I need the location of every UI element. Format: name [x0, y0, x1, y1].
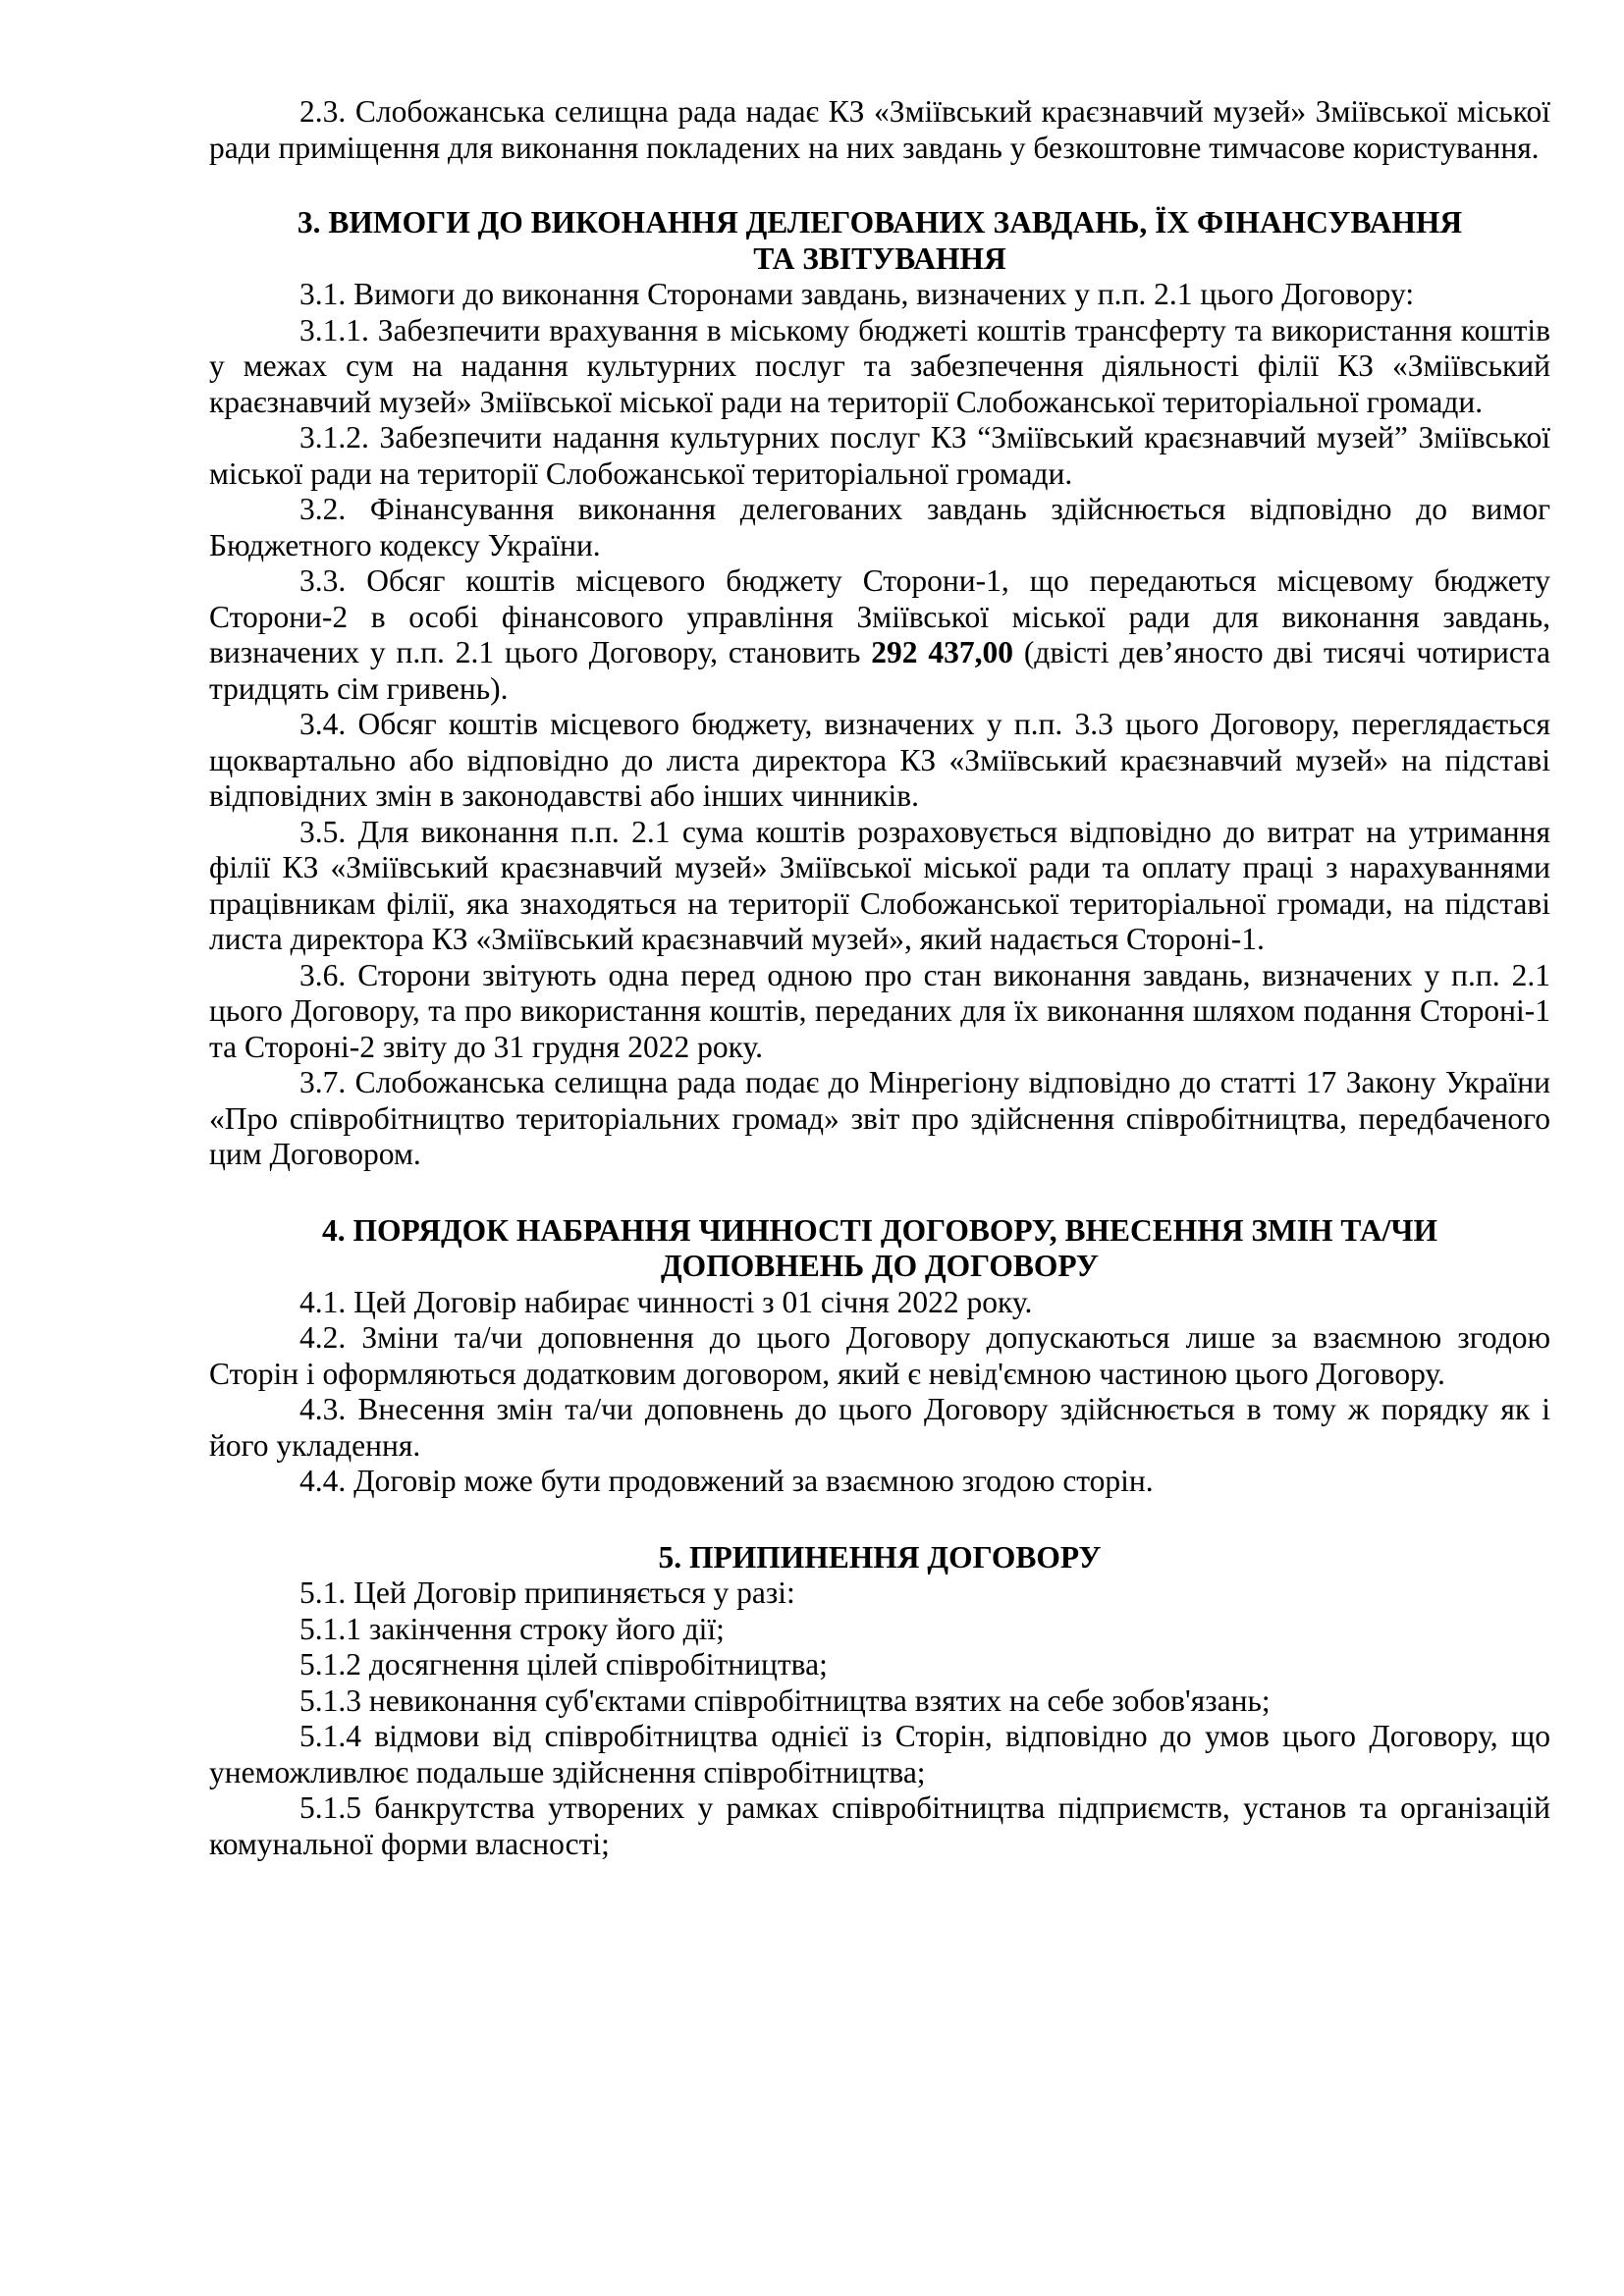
document-body: [209, 94, 1550, 1862]
section-spacer: [209, 166, 1550, 205]
paragraph-5-1-2: 5.1.2 досягнення цілей співробітництва;: [299, 1647, 828, 1682]
paragraph-4-3: 4.3. Внесення змін та/чи доповнень до цього Договору здійснюється в тому ж порядку як і його укладення.: [209, 1392, 1550, 1463]
paragraph-3-3-text-before: 3.3. Обсяг коштів місцевого бюджету Сторони-1, що передаються місцевому бюджету Сторони-2 в особі фінансового управління Зміївської міської ради для виконання завдань, визначених у п.п. 2.1 цього Договору, становить: [209, 563, 1550, 669]
paragraph-3-1-2: 3.1.2. Забезпечити надання культурних послуг КЗ “Зміївський краєзнавчий музей” Зміївської міської ради на території Слобожанської територіальної громади.: [209, 420, 1550, 491]
paragraph-3-3: [209, 563, 1550, 707]
section-spacer: [209, 1500, 1550, 1540]
section-4-heading-line-2: ДОПОВНЕНЬ ДО ДОГОВОРУ: [661, 1249, 1099, 1283]
paragraph-4-2: 4.2. Зміни та/чи доповнення до цього Договору допускаються лише за взаємною згодою Сторін і оформляються додатковим договором, який є невід'ємною частиною цього Договору.: [209, 1320, 1550, 1391]
paragraph-5-1-3: 5.1.3 невиконання суб'єктами співробітництва взятих на себе зобов'язань;: [299, 1682, 1271, 1718]
paragraph-5-1-4: 5.1.4 відмови від співробітництва однієї із Сторін, відповідно до умов цього Договору, що унеможливлює подальше здійснення співробітництва;: [209, 1719, 1550, 1789]
paragraph-3-1: 3.1. Вимоги до виконання Сторонами завдань, визначених у п.п. 2.1 цього Договору:: [299, 277, 1415, 311]
section-3-heading: [209, 205, 1550, 277]
paragraph-5-1-5: 5.1.5 банкрутства утворених у рамках співробітництва підприємств, установ та організацій комунальної форми власності;: [209, 1790, 1550, 1861]
paragraph-4-1: 4.1. Цей Договір набирає чинності з 01 січня 2022 року.: [299, 1284, 1033, 1319]
paragraph-3-1-1: 3.1.1. Забезпечити врахування в міському бюджеті коштів трансферту та використання коштів у межах сум на надання культурних послуг та забезпечення діяльності філії КЗ «Зміївський краєзнавчий музей» Зміївської міської ради на території Слобожанської територіальної громади.: [209, 312, 1550, 419]
transfer-amount: 292 437,00: [871, 635, 1013, 669]
paragraph-2-3: 2.3. Слобожанська селищна рада надає КЗ «Зміївський краєзнавчий музей» Зміївської міської ради приміщення для виконання покладених на них завдань у безкоштовне тимчасове користування.: [209, 94, 1550, 165]
paragraph-5-1: 5.1. Цей Договір припиняється у разі:: [299, 1575, 795, 1610]
section-spacer: [209, 1173, 1550, 1213]
section-4-heading-line-1: 4. ПОРЯДОК НАБРАННЯ ЧИННОСТІ ДОГОВОРУ, ВНЕСЕННЯ ЗМІН ТА/ЧИ: [322, 1212, 1437, 1248]
paragraph-4-4: 4.4. Договір може бути продовжений за взаємною згодою сторін.: [299, 1464, 1154, 1498]
section-3-heading-line-1: 3. ВИМОГИ ДО ВИКОНАННЯ ДЕЛЕГОВАНИХ ЗАВДАНЬ, ЇХ ФІНАНСУВАННЯ: [297, 205, 1463, 240]
paragraph-3-7: 3.7. Слобожанська селищна рада подає до Мінрегіону відповідно до статті 17 Закону України «Про співробітництво територіальних громад» звіт про здійснення співробітництва, передбаченого цим Договором.: [209, 1065, 1550, 1171]
paragraph-3-4: 3.4. Обсяг коштів місцевого бюджету, визначених у п.п. 3.3 цього Договору, переглядається щоквартально або відповідно до листа директора КЗ «Зміївський краєзнавчий музей» на підставі відповідних змін в законодавстві або інших чинників.: [209, 707, 1550, 813]
paragraph-3-5: 3.5. Для виконання п.п. 2.1 сума коштів розраховується відповідно до витрат на утримання філії КЗ «Зміївський краєзнавчий музей» Зміївської міської ради та оплату праці з нарахуваннями працівникам філії, яка знаходяться на території Слобожанської територіальної громади, на підставі листа директора КЗ «Зміївський краєзнавчий музей», який надається Стороні-1.: [209, 814, 1550, 956]
paragraph-3-3-text-after: (двісті дев’яносто дві тисячі чотириста тридцять сім гривень).: [209, 635, 1550, 706]
paragraph-5-1-1: 5.1.1 закінчення строку його дії;: [299, 1611, 725, 1646]
section-5-heading: 5. ПРИПИНЕННЯ ДОГОВОРУ: [658, 1539, 1102, 1575]
section-3-heading-line-2: ТА ЗВІТУВАННЯ: [753, 240, 1006, 276]
paragraph-3-2: 3.2. Фінансування виконання делегованих завдань здійснюється відповідно до вимог Бюджетного кодексу України.: [209, 492, 1550, 562]
section-4-heading: [209, 1213, 1550, 1285]
paragraph-3-6: 3.6. Сторони звітують одна перед одною про стан виконання завдань, визначених у п.п. 2.1 цього Договору, та про використання коштів, переданих для їх виконання шляхом подання Стороні-1 та Стороні-2 звіту до 31 грудня 2022 року.: [209, 957, 1550, 1064]
